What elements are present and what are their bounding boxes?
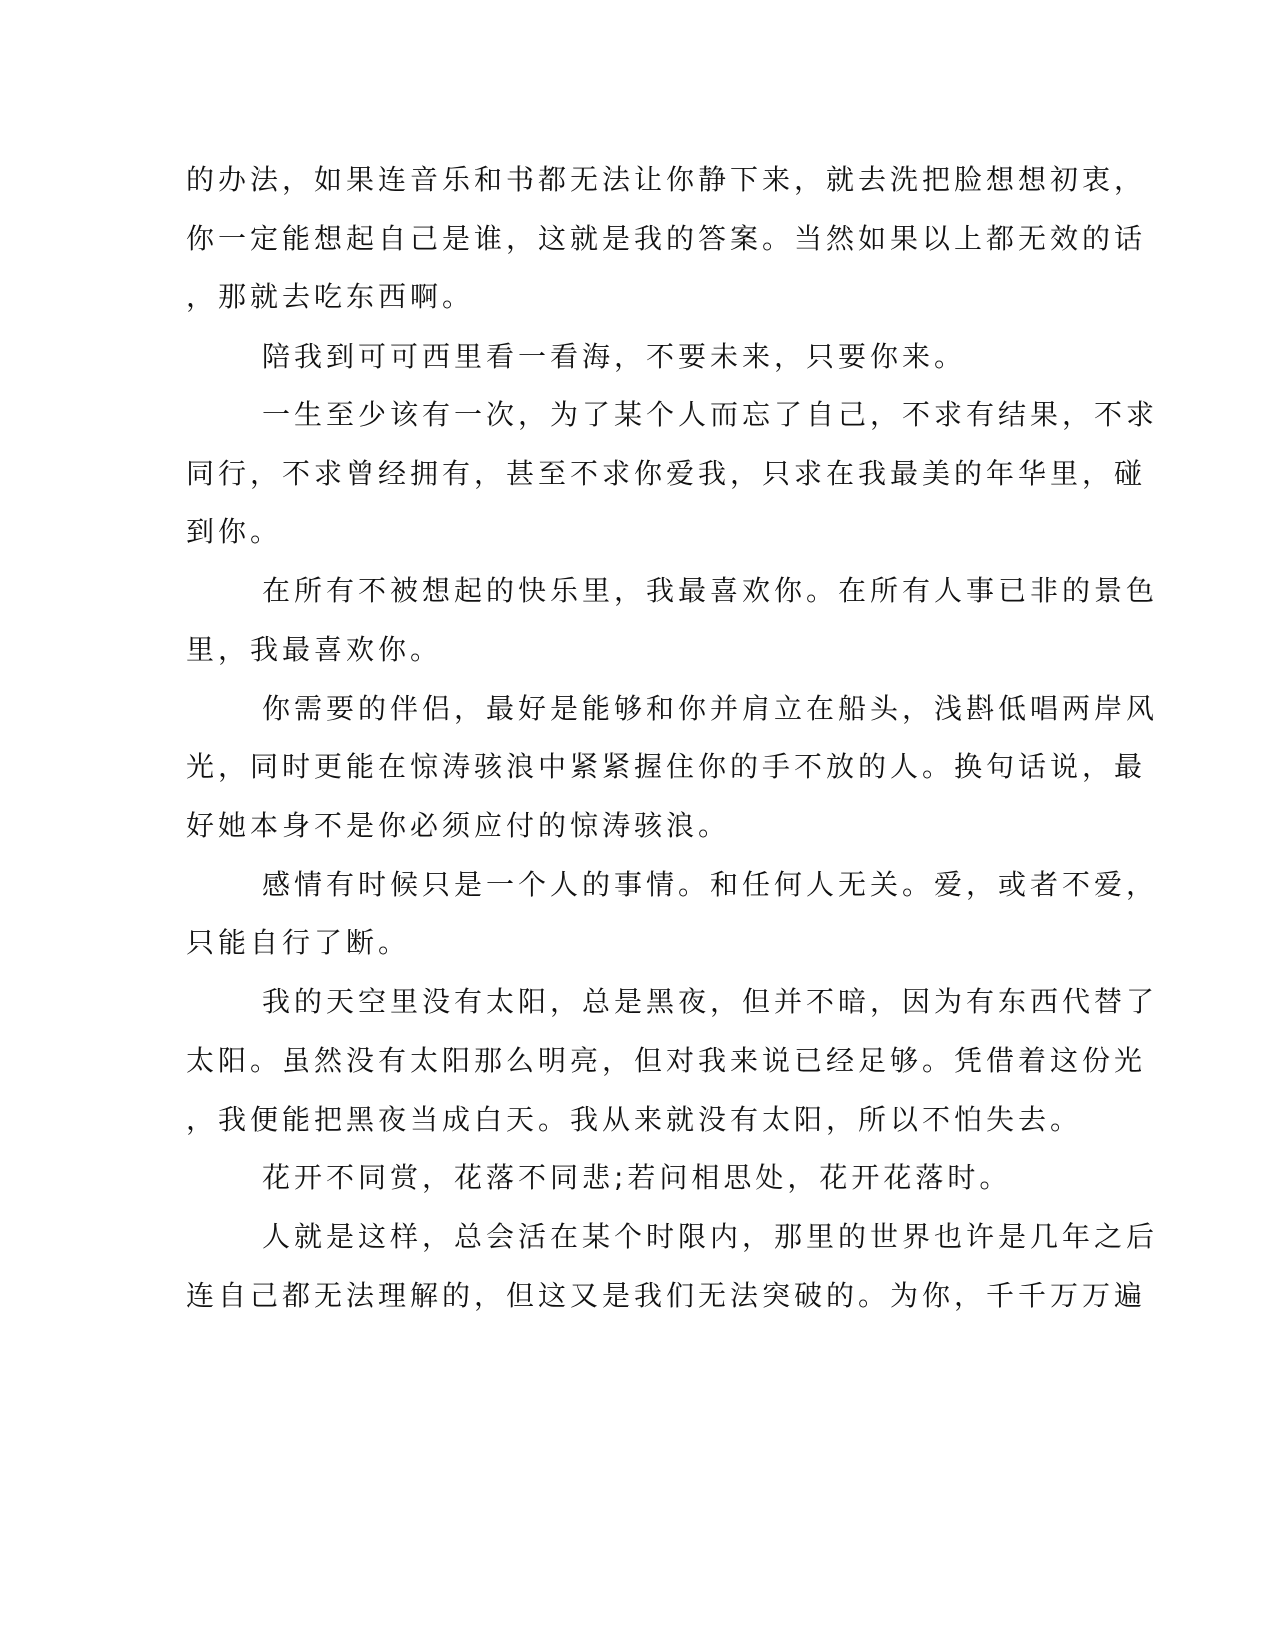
paragraph-start: 你需要的伴侣，最好是能够和你并肩立在船头，浅斟低唱两岸风 [262, 692, 1159, 725]
paragraph-start: 一生至少该有一次，为了某个人而忘了自己，不求有结果，不求 [262, 398, 1159, 431]
text-line: 光，同时更能在惊涛骇浪中紧紧握住你的手不放的人。换句话说，最 [186, 750, 1147, 783]
paragraph-start: 人就是这样，总会活在某个时限内，那里的世界也许是几年之后 [262, 1220, 1159, 1253]
text-line: ，我便能把黑夜当成白天。我从来就没有太阳，所以不怕失去。 [186, 1103, 1083, 1136]
text-line: 到你。 [186, 515, 283, 548]
text-line: 里，我最喜欢你。 [186, 633, 443, 666]
paragraph-start: 感情有时候只是一个人的事情。和任何人无关。爱，或者不爱， [262, 868, 1159, 901]
text-line: 好她本身不是你必须应付的惊涛骇浪。 [186, 809, 731, 842]
text-line: 太阳。虽然没有太阳那么明亮，但对我来说已经足够。凭借着这份光 [186, 1044, 1147, 1077]
text-line: 同行，不求曾经拥有，甚至不求你爱我，只求在我最美的年华里，碰 [186, 457, 1147, 490]
paragraph-start: 在所有不被想起的快乐里，我最喜欢你。在所有人事已非的景色 [262, 574, 1159, 607]
text-line: 连自己都无法理解的，但这又是我们无法突破的。为你，千千万万遍 [186, 1279, 1147, 1312]
text-line: ，那就去吃东西啊。 [186, 280, 475, 313]
text-line: 只能自行了断。 [186, 926, 411, 959]
paragraph-start: 陪我到可可西里看一看海，不要未来，只要你来。 [262, 340, 967, 373]
text-line: 你一定能想起自己是谁，这就是我的答案。当然如果以上都无效的话 [186, 222, 1147, 255]
text-line: 的办法，如果连音乐和书都无法让你静下来，就去洗把脸想想初衷， [186, 163, 1147, 196]
paragraph-start: 花开不同赏，花落不同悲;若问相思处，花开花落时。 [262, 1161, 1012, 1194]
paragraph-start: 我的天空里没有太阳，总是黑夜，但并不暗，因为有东西代替了 [262, 985, 1159, 1018]
